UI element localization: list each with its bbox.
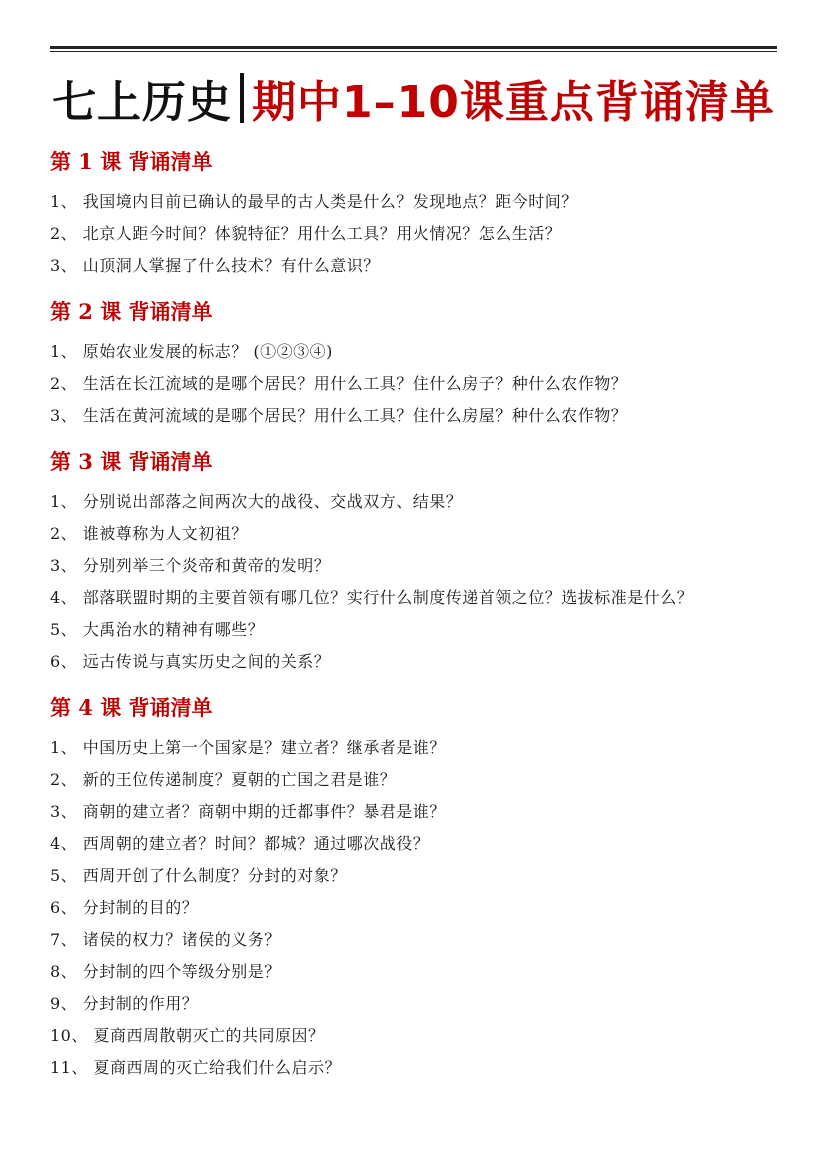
lesson-3-section bbox=[50, 444, 777, 678]
title-topic: 期中1–10课重点背诵清单 bbox=[252, 77, 775, 128]
question-item: 10、 夏商西周散朝灭亡的共同原因？ bbox=[50, 1026, 325, 1045]
question-item: 1、 分别说出部落之间两次大的战役、交战双方、结果？ bbox=[50, 492, 463, 511]
question-item: 1、 中国历史上第一个国家是？建立者？继承者是谁？ bbox=[50, 738, 446, 757]
question-item: 2、 新的王位传递制度？夏朝的亡国之君是谁？ bbox=[50, 770, 397, 789]
question-item: 7、 诸侯的权力？诸侯的义务？ bbox=[50, 930, 281, 949]
top-rule-thick bbox=[50, 46, 777, 49]
lesson-3-heading: 第 3 课 背诵清单 bbox=[50, 449, 213, 474]
question-item: 3、 山顶洞人掌握了什么技术？有什么意识？ bbox=[50, 256, 380, 275]
question-item: 5、 西周开创了什么制度？分封的对象？ bbox=[50, 866, 347, 885]
question-item: 6、 分封制的目的？ bbox=[50, 898, 199, 917]
question-item: 3、 生活在黄河流域的是哪个居民？用什么工具？住什么房屋？种什么农作物？ bbox=[50, 406, 628, 425]
lesson-2-heading: 第 2 课 背诵清单 bbox=[50, 299, 213, 324]
question-item: 3、 商朝的建立者？商朝中期的迁都事件？暴君是谁？ bbox=[50, 802, 446, 821]
lesson-2-section bbox=[50, 294, 777, 432]
question-item: 5、 大禹治水的精神有哪些？ bbox=[50, 620, 265, 639]
lesson-2-questions bbox=[50, 336, 777, 432]
question-item: 4、 部落联盟时期的主要首领有哪几位？实行什么制度传递首领之位？选拔标准是什么？ bbox=[50, 588, 694, 607]
question-item: 1、 我国境内目前已确认的最早的古人类是什么？发现地点？距今时间？ bbox=[50, 192, 578, 211]
lesson-1-heading: 第 1 课 背诵清单 bbox=[50, 149, 213, 174]
title-subject: 七上历史 bbox=[52, 77, 233, 128]
question-item: 6、 远古传说与真实历史之间的关系？ bbox=[50, 652, 331, 671]
lesson-1-section bbox=[50, 144, 777, 282]
question-item: 8、 分封制的四个等级分别是？ bbox=[50, 962, 281, 981]
question-item: 1、 原始农业发展的标志？ (①②③④) bbox=[50, 342, 333, 361]
question-item: 11、 夏商西周的灭亡给我们什么启示？ bbox=[50, 1058, 341, 1077]
lesson-4-heading: 第 4 课 背诵清单 bbox=[50, 695, 213, 720]
document-body bbox=[50, 144, 777, 1096]
page-title bbox=[50, 66, 777, 130]
question-item: 2、 生活在长江流域的是哪个居民？用什么工具？住什么房子？种什么农作物？ bbox=[50, 374, 628, 393]
title-divider bbox=[240, 73, 244, 123]
question-item: 2、 谁被尊称为人文初祖？ bbox=[50, 524, 248, 543]
lesson-4-section bbox=[50, 690, 777, 1084]
question-item: 2、 北京人距今时间？体貌特征？用什么工具？用火情况？怎么生活？ bbox=[50, 224, 562, 243]
question-item: 4、 西周朝的建立者？时间？都城？通过哪次战役？ bbox=[50, 834, 430, 853]
lesson-3-questions bbox=[50, 486, 777, 678]
top-rule-thin bbox=[50, 51, 777, 52]
lesson-1-questions bbox=[50, 186, 777, 282]
question-item: 3、 分别列举三个炎帝和黄帝的发明？ bbox=[50, 556, 331, 575]
question-item: 9、 分封制的作用？ bbox=[50, 994, 199, 1013]
lesson-4-questions bbox=[50, 732, 777, 1084]
